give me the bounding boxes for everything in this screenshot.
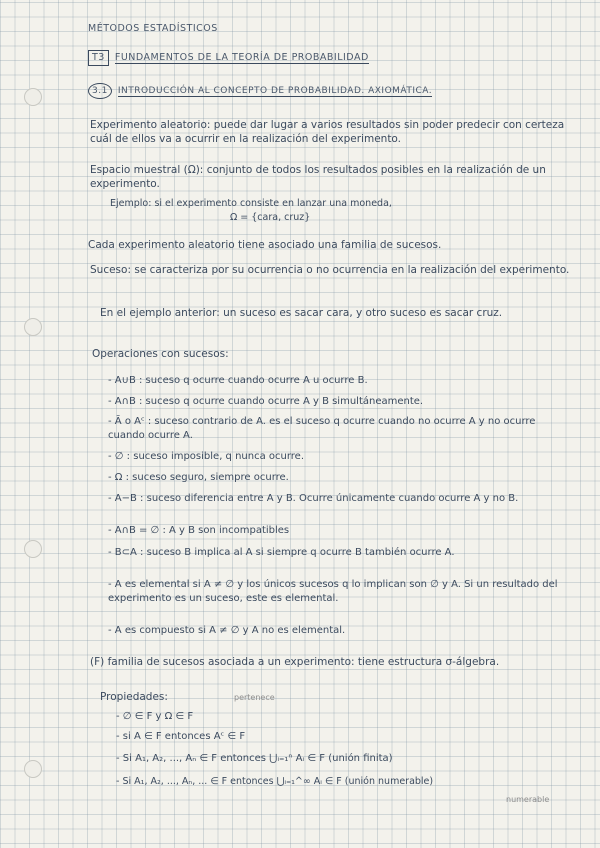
binder-hole (24, 540, 42, 558)
operaciones-title: Operaciones con sucesos: (92, 348, 229, 360)
example-line: Ejemplo: si el experimento consiste en lanzar una moneda, (110, 198, 392, 209)
list-item: - Ω : suceso seguro, siempre ocurre. (108, 472, 289, 483)
list-item: - ∅ : suceso imposible, q nunca ocurre. (108, 451, 305, 462)
example-sample-space: Ω = {cara, cruz} (230, 212, 311, 223)
pencil-note: pertenece (234, 693, 275, 702)
list-item: - Si A₁, A₂, ..., Aₙ, ... ∈ F entonces ⋃ᵢ₌₁^∞ Aᵢ ∈ F (unión numerable) (116, 776, 434, 787)
topic-heading (88, 50, 369, 66)
section-number: 3.1 (88, 83, 112, 99)
section-heading (88, 83, 432, 99)
familia-sucesos: (F) familia de sucesos asociada a un experimento: tiene estructura σ-álgebra. (90, 656, 500, 668)
list-item: - A−B : suceso diferencia entre A y B. Ocurre únicamente cuando ocurre A y no B. (108, 493, 519, 504)
list-item: - B⊂A : suceso B implica al A si siempre q ocurre B también ocurre A. (108, 547, 455, 558)
definition-term: Experimento aleatorio: (90, 119, 211, 131)
binder-hole (24, 760, 42, 778)
pencil-note: numerable (506, 795, 550, 804)
course-title: MÉTODOS ESTADÍSTICOS (88, 23, 218, 34)
section-title: INTRODUCCIÓN AL CONCEPTO DE PROBABILIDAD. AXIOMÁTICA. (117, 86, 433, 96)
list-item: - A∩B : suceso q ocurre cuando ocurre A y B simultáneamente. (108, 396, 424, 407)
list-item: - Si A₁, A₂, ..., Aₙ ∈ F entonces ⋃ᵢ₌₁ⁿ Aᵢ ∈ F (unión finita) (116, 753, 393, 764)
definition-text: conjunto de todos los resultados posibles en la realización de un experimento. (90, 164, 546, 190)
definition-text: puede dar lugar a varios resultados sin poder predecir con certeza cuál de ellos va a ocurrir en la realización del experimento. (90, 119, 565, 145)
paragraph-familia-intro: Cada experimento aleatorio tiene asociado una familia de sucesos. (88, 239, 442, 251)
topic-number: T3 (88, 50, 109, 66)
definition-term: Suceso: (90, 264, 131, 276)
definition-term: Espacio muestral (Ω): (90, 164, 204, 176)
propiedades-title: Propiedades: (100, 691, 168, 703)
list-item: - ∅ ∈ F y Ω ∈ F (116, 711, 194, 722)
definition-suceso (90, 263, 570, 277)
binder-hole (24, 318, 42, 336)
list-item: - A∩B = ∅ : A y B son incompatibles (108, 525, 290, 536)
example-suceso: En el ejemplo anterior: un suceso es sacar cara, y otro suceso es sacar cruz. (100, 307, 503, 319)
definition-espacio-muestral (90, 163, 570, 191)
list-item: - A∪B : suceso q ocurre cuando ocurre A u ocurre B. (108, 375, 368, 386)
list-item: - A es compuesto si A ≠ ∅ y A no es elemental. (108, 625, 346, 636)
list-item: - Ā o Aᶜ : suceso contrario de A. es el suceso q ocurre cuando no ocurre A y no ocurre cuando ocurre A. (108, 416, 536, 441)
list-item: - si A ∈ F entonces Aᶜ ∈ F (116, 731, 246, 742)
binder-hole (24, 88, 42, 106)
topic-title: FUNDAMENTOS DE LA TEORÍA DE PROBABILIDAD (114, 52, 369, 63)
list-item: - A es elemental si A ≠ ∅ y los únicos sucesos q lo implican son ∅ y A. Si un resultado del experimento es un suceso, este es elemental. (108, 579, 558, 604)
definition-experimento (90, 118, 570, 146)
definition-text: se caracteriza por su ocurrencia o no ocurrencia en la realización del experimento. (134, 264, 570, 276)
